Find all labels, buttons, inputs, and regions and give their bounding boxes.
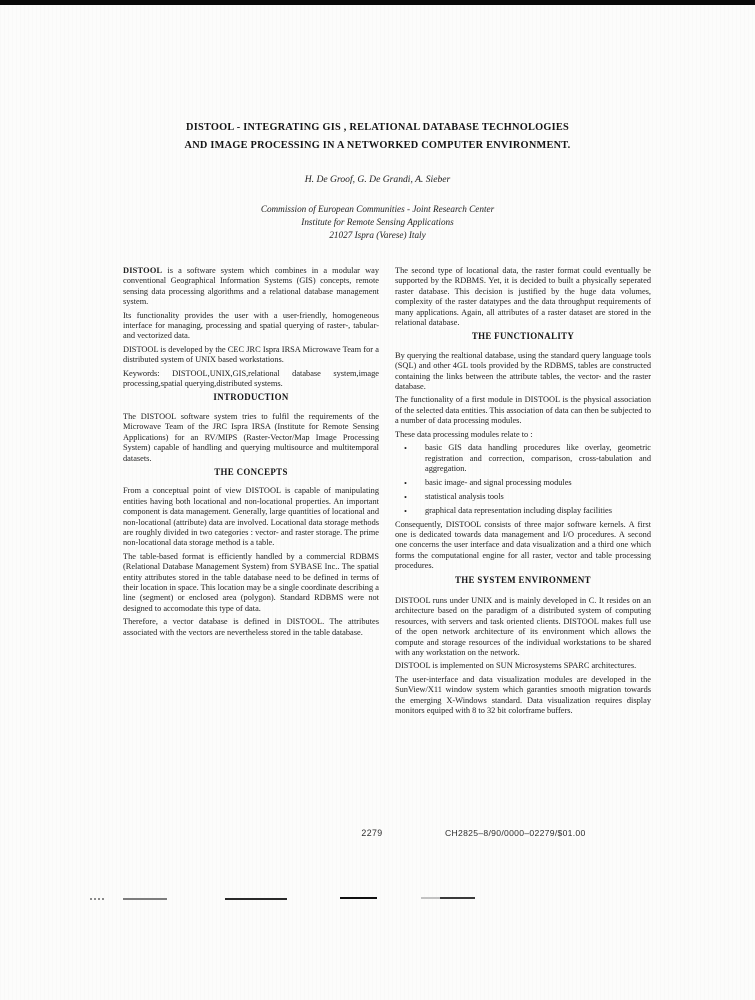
right-column <box>395 266 651 719</box>
list-item-text: basic GIS data handling procedures like overlay, geometric registration and correction, comparison, cross-tabulation and aggregation. <box>425 443 651 473</box>
scanner-edge-bar <box>0 0 755 5</box>
concepts-paragraph-2: The table-based format is efficiently handled by a commercial RDBMS (Relational Database Management System) from SYBASE Inc.. The spatial entity attributes stored in the table database need to be defined in terms of their location in space. This location may be a single coordinate describing a line (segment) or enclosed area (polygon). Standard RDBMS were not designed to accomodate this type of data. <box>123 551 379 613</box>
list-item <box>395 506 651 516</box>
bullet-icon: • <box>404 505 407 516</box>
left-column <box>123 266 379 719</box>
authors: H. De Groof, G. De Grandi, A. Sieber <box>304 174 451 185</box>
environment-paragraph-2: DISTOOL is implemented on SUN Microsystems SPARC architectures. <box>395 661 637 671</box>
scan-artifact-dashes <box>90 898 104 900</box>
abstract-paragraph-1 <box>123 266 379 308</box>
bullet-icon: • <box>404 491 407 502</box>
scan-artifact-line <box>123 898 167 900</box>
keywords-paragraph: Keywords: DISTOOL,UNIX,GIS,relational database system,image processing,spatial querying,distributed systems. <box>123 368 379 389</box>
page-number: 2279 <box>361 828 383 838</box>
title-block <box>0 119 755 154</box>
abstract-paragraph-1-text: is a software system which combines in a modular way conventional Geographical Information Systems (GIS) concepts, remote sensing data processing algorithms and a relational database management system. <box>123 266 379 307</box>
functionality-paragraph-2: The functionality of a first module in DISTOOL is the physical association of the selected data entities. This association of data can then be subjected to a number of data processing modules. <box>395 395 651 426</box>
two-column-body <box>123 266 651 719</box>
section-heading-functionality: THE FUNCTIONALITY <box>471 331 575 342</box>
affiliation-line3: 21027 Ispra (Varese) Italy <box>329 229 426 240</box>
copyright-notice: CH2825–8/90/0000–02279/$01.00 <box>445 828 586 838</box>
scan-artifact-line <box>340 897 377 899</box>
processing-modules-list <box>395 443 651 516</box>
list-item-text: basic image- and signal processing modules <box>425 477 572 487</box>
scan-artifact-line <box>421 897 475 899</box>
introduction-paragraph: The DISTOOL software system tries to fulfil the requirements of the Microwave Team of the JRC Ispra IRSA (Institute for Remote Sensing Applications) for an RV/MIPS (Raster-Vector/Map Image Processing System) capable of handling and querying multisource and multitemporal datasets. <box>123 411 379 463</box>
concepts-paragraph-1: From a conceptual point of view DISTOOL is capable of manipulating entities having both locational and non-locational properties. An important component is data management. Generally, large quantities of locational and non-locational (attribute) data are involved. Locational data storage methods are roughly divided in two categories : vector- and raster storage. The prime non-locational data storage method is a table. <box>123 486 379 548</box>
list-item-text: statistical analysis tools <box>425 491 504 501</box>
affiliation <box>0 203 755 241</box>
functionality-paragraph-4: Consequently, DISTOOL consists of three major software kernels. A first one is dedicated towards data management and I/O procedures. A second one concerns the user interface and data visualization and a third one which forms the computational engine for all raster, vector and table processing procedures. <box>395 519 651 571</box>
abstract-lead-word: DISTOOL <box>123 266 163 275</box>
environment-paragraph-3: The user-interface and data visualization modules are developed in the SunView/X11 window system which garanties smooth migration towards the emerging X-Windows standard. Data visualization requires display monitors equiped with 8 to 32 bit colorframe buffers. <box>395 674 651 716</box>
section-heading-introduction: INTRODUCTION <box>213 392 289 403</box>
environment-paragraph-1: DISTOOL runs under UNIX and is mainly developed in C. It resides on an architecture based on the paradigm of a distributed system of computing resources, with servers and task oriented clients. DISTOOL makes full use of the open network architecture of its environment which allows the compute and storage resources of the individual workstations to be shared with any workstation on the network. <box>395 595 651 657</box>
affiliation-line2: Institute for Remote Sensing Applications <box>301 216 454 227</box>
bullet-icon: • <box>404 443 407 454</box>
scan-artifact-line <box>225 898 287 900</box>
list-item-text: graphical data representation including display facilities <box>425 505 612 515</box>
paper-title-line2: AND IMAGE PROCESSING IN A NETWORKED COMPUTER ENVIRONMENT. <box>184 139 571 151</box>
functionality-paragraph-3: These data processing modules relate to : <box>395 429 533 439</box>
section-heading-system-environment: THE SYSTEM ENVIRONMENT <box>455 574 591 585</box>
abstract-paragraph-3: DISTOOL is developed by the CEC JRC Ispra IRSA Microwave Team for a distributed system of UNIX based workstations. <box>123 344 379 365</box>
concepts-paragraph-3: Therefore, a vector database is defined in DISTOOL. The attributes associated with the vectors are nevertheless stored in the table database. <box>123 617 379 637</box>
bullet-icon: • <box>404 477 407 488</box>
paper-title-line1: DISTOOL - INTEGRATING GIS , RELATIONAL DATABASE TECHNOLOGIES <box>186 122 569 133</box>
functionality-paragraph-1: By querying the realtional database, using the standard query language tools (SQL) and other 4GL tools provided by the RDBMS, tables are constructed containing the links between the attribute tables, the vector- and the raster database. <box>395 350 651 392</box>
raster-paragraph: The second type of locational data, the raster format could eventually be supported by the RDBMS. Yet, it is decided to built a physically seperated raster database. This decision is justified by the huge data volumes, complexity of the raster datatypes and the data throughput requirements of many applications. Again, all attributes of a raster dataset are stored in the relational database. <box>395 266 651 328</box>
section-heading-concepts: THE CONCEPTS <box>214 466 288 477</box>
list-item <box>395 492 651 502</box>
list-item <box>395 478 651 488</box>
list-item <box>395 443 651 474</box>
affiliation-line1: Commission of European Communities - Joint Research Center <box>260 204 495 214</box>
abstract-paragraph-2: Its functionality provides the user with a user-friendly, homogeneous interface for managing, processing and spatial querying of raster-, tabular- and vectorized data. <box>123 310 379 341</box>
